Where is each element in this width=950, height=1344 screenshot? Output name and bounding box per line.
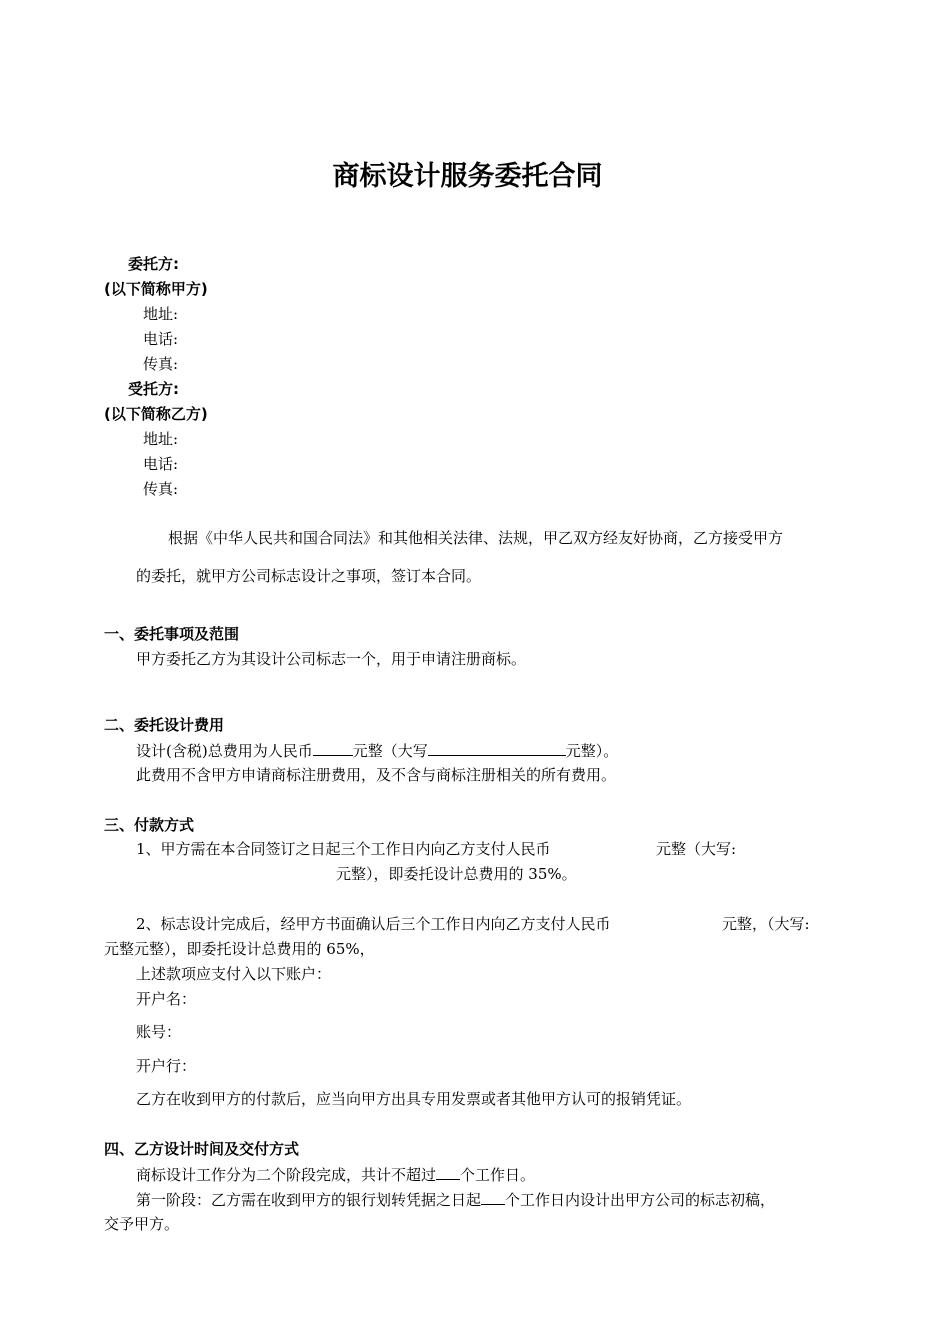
account-number: 账号： [136, 1023, 182, 1041]
preamble-line-2: 的委托，就甲方公司标志设计之事项，签订本合同。 [136, 567, 482, 585]
section-1-heading: 一、委托事项及范围 [104, 625, 240, 643]
total-days-blank [436, 1164, 460, 1180]
phase-1-end: 个工作日内设计出甲方公司的标志初稿， [505, 1191, 776, 1209]
party-b-address: 地址: [143, 430, 179, 448]
preamble-line-1: 根据《中华人民共和国合同法》和其他相关法律、法规，甲乙双方经友好协商，乙方接受甲方 [168, 529, 784, 547]
party-a-alias: (以下简称甲方) [104, 280, 208, 298]
account-bank: 开户行： [136, 1057, 197, 1075]
phase-1-days-blank [481, 1189, 505, 1205]
party-a-address: 地址: [143, 305, 179, 323]
section-2-fee-line [136, 740, 618, 761]
account-intro: 上述款项应支付入以下账户： [136, 965, 332, 983]
account-name: 开户名： [136, 990, 197, 1008]
phase-1-continuation: 交予甲方。 [104, 1215, 180, 1233]
page-title: 商标设计服务委托合同 [332, 161, 603, 192]
payment-1-text: 1、甲方需在本合同签订之日起三个工作日内向乙方支付人民币 [136, 840, 551, 858]
phase-1-line [136, 1189, 775, 1210]
design-phases-label: 商标设计工作分为二个阶段完成，共计不超过 [136, 1166, 437, 1184]
invoice-text: 乙方在收到甲方的付款后，应当向甲方出具专用发票或者其他甲方认可的报销凭证。 [136, 1090, 692, 1108]
design-phases-end: 个工作日。 [460, 1166, 536, 1184]
fee-total-label: 设计(含税)总费用为人民币 [136, 742, 313, 760]
fee-words-label: 元整（大写 [352, 742, 428, 760]
party-a-phone: 电话: [143, 330, 179, 348]
section-2-heading: 二、委托设计费用 [104, 716, 225, 734]
section-3-heading: 三、付款方式 [104, 816, 195, 834]
phase-1-label: 第一阶段：乙方需在收到甲方的银行划转凭据之日起 [136, 1191, 482, 1209]
party-a-label: 委托方: [128, 255, 179, 273]
payment-2-end: 元整元整），即委托设计总费用的 65%， [104, 940, 375, 958]
section-1-text: 甲方委托乙方为其设计公司标志一个，用于申请注册商标。 [136, 650, 527, 668]
fee-amount-blank [313, 740, 353, 756]
party-a-fax: 传真: [143, 355, 179, 373]
fee-words-blank [428, 740, 566, 756]
section-2-exclusion: 此费用不含甲方申请商标注册费用，及不含与商标注册相关的所有费用。 [136, 766, 617, 784]
design-phases-line [136, 1164, 535, 1185]
party-b-label: 受托方: [128, 380, 179, 398]
party-b-fax: 传真: [143, 480, 179, 498]
payment-2-words: 元整，（大写: [722, 915, 810, 933]
payment-1-words: 元整（大写: [656, 840, 737, 858]
party-b-phone: 电话: [143, 455, 179, 473]
payment-1-end: 元整），即委托设计总费用的 35%。 [336, 865, 577, 883]
party-b-alias: (以下简称乙方) [104, 405, 208, 423]
fee-line-end: 元整）。 [565, 742, 619, 760]
payment-2-text: 2、标志设计完成后，经甲方书面确认后三个工作日内向乙方支付人民币 [136, 915, 611, 933]
section-4-heading: 四、乙方设计时间及交付方式 [104, 1140, 300, 1158]
